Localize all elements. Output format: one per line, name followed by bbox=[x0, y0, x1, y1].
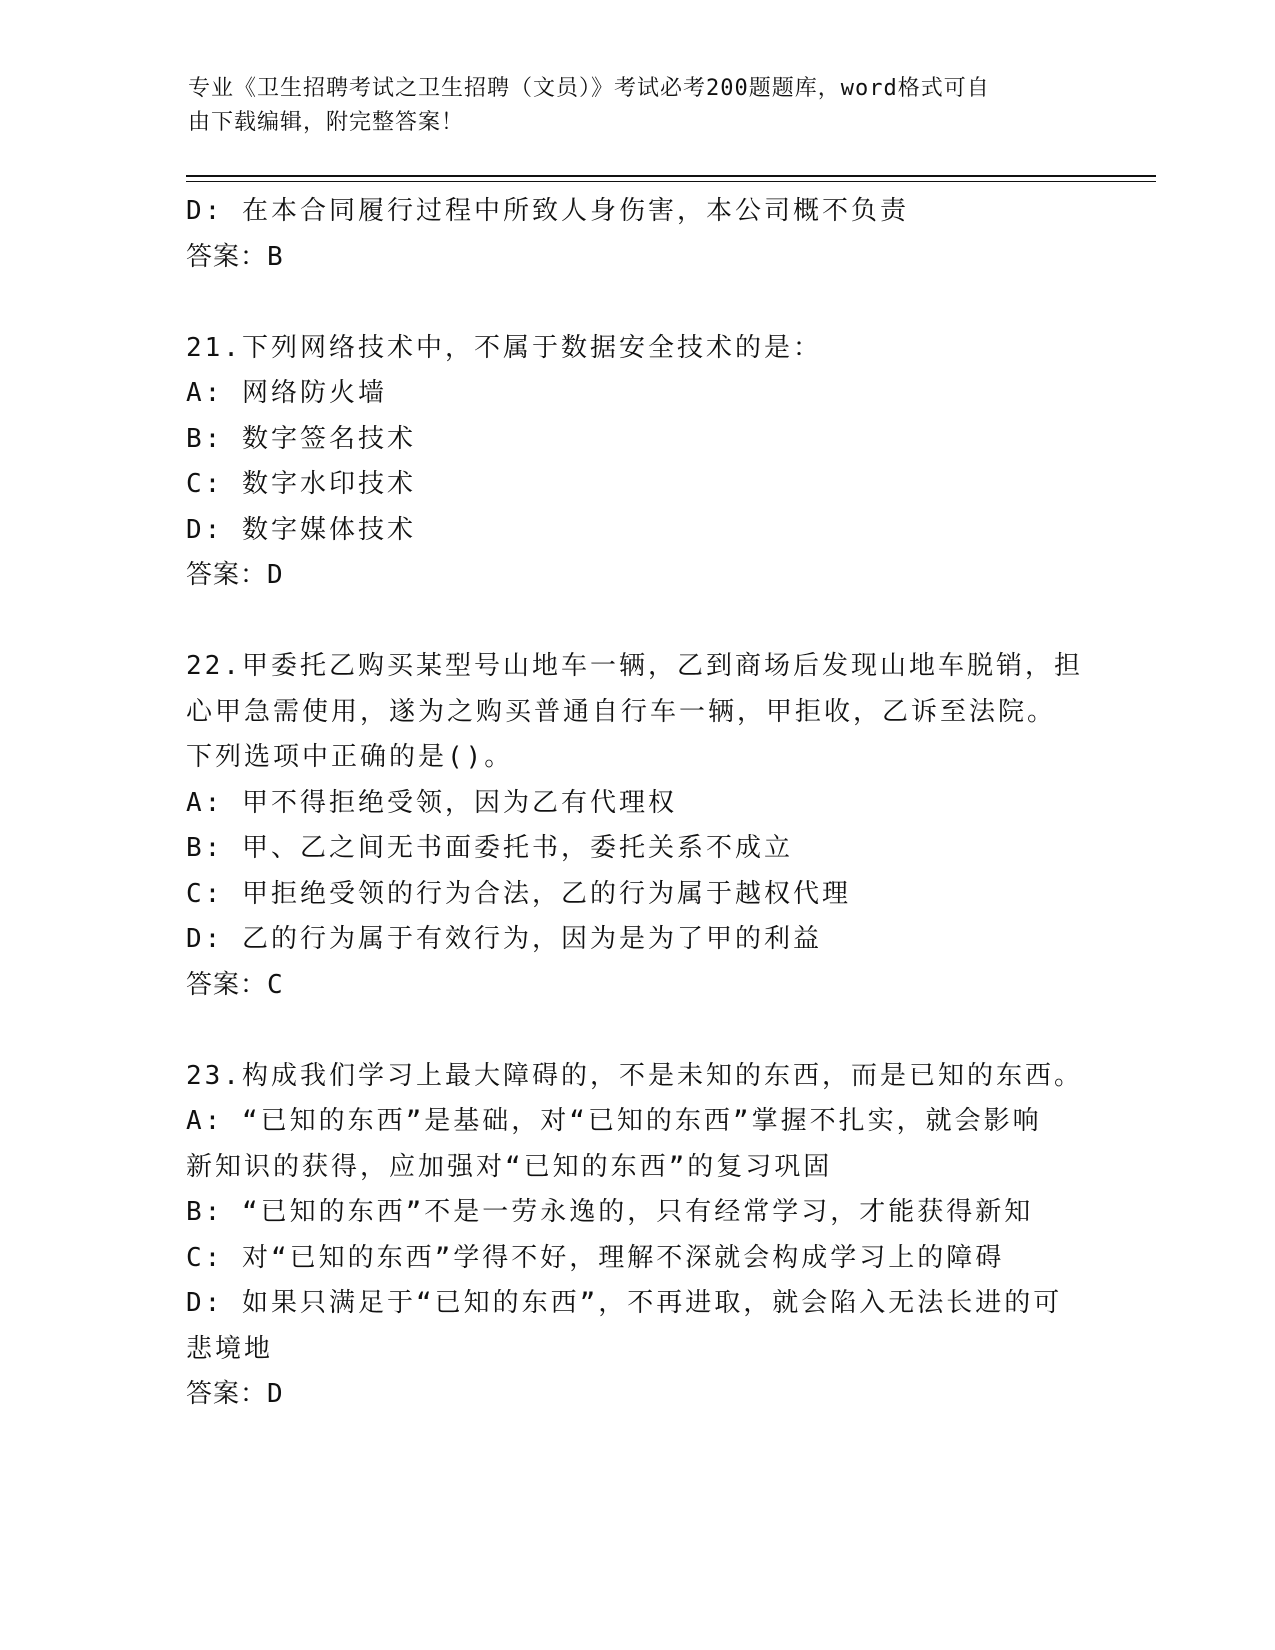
previous-question-tail bbox=[186, 189, 1106, 280]
page-header bbox=[188, 72, 1068, 140]
question-stem: 21.下列网络技术中，不属于数据安全技术的是： bbox=[186, 332, 822, 363]
question-22 bbox=[186, 644, 1106, 1008]
option-a: A: 甲不得拒绝受领，因为乙有代理权 bbox=[186, 787, 677, 818]
option-a-line-2: 新知识的获得，应加强对“已知的东西”的复习巩固 bbox=[186, 1151, 833, 1182]
option-d: D: 在本合同履行过程中所致人身伤害，本公司概不负责 bbox=[186, 196, 909, 226]
header-line-2: 由下载编辑，附完整答案！ bbox=[188, 110, 465, 135]
option-d-line-1: D: 如果只满足于“已知的东西”，不再进取，就会陷入无法长进的可 bbox=[186, 1288, 1063, 1318]
option-c: C: 对“已知的东西”学得不好，理解不深就会构成学习上的障碍 bbox=[186, 1242, 1005, 1273]
question-23 bbox=[186, 1054, 1106, 1418]
option-b: B: “已知的东西”不是一劳永逸的，只有经常学习，才能获得新知 bbox=[186, 1197, 1034, 1227]
option-d-line-2: 悲境地 bbox=[186, 1333, 274, 1364]
option-a: A: 网络防火墙 bbox=[186, 378, 387, 408]
option-d: D: 乙的行为属于有效行为，因为是为了甲的利益 bbox=[186, 924, 822, 954]
header-divider-thick bbox=[186, 175, 1156, 177]
answer-line: 答案：B bbox=[186, 241, 284, 272]
answer-line: 答案：D bbox=[186, 1379, 284, 1409]
header-divider-thin bbox=[186, 181, 1156, 182]
answer-line: 答案：C bbox=[186, 969, 284, 1000]
option-a-line-1: A: “已知的东西”是基础，对“已知的东西”掌握不扎实，就会影响 bbox=[186, 1106, 1042, 1136]
question-stem: 23.构成我们学习上最大障碍的，不是未知的东西，而是已知的东西。 bbox=[186, 1060, 1083, 1091]
option-b: B: 甲、乙之间无书面委托书，委托关系不成立 bbox=[186, 833, 793, 863]
option-c: C: 数字水印技术 bbox=[186, 469, 416, 499]
answer-line: 答案：D bbox=[186, 560, 284, 590]
question-stem-line-3: 下列选项中正确的是()。 bbox=[186, 742, 514, 772]
question-list bbox=[186, 189, 1106, 1418]
question-21 bbox=[186, 326, 1106, 599]
option-d: D: 数字媒体技术 bbox=[186, 514, 416, 545]
question-stem-line-1: 22.甲委托乙购买某型号山地车一辆，乙到商场后发现山地车脱销，担 bbox=[186, 651, 1083, 681]
question-stem-line-2: 心甲急需使用，遂为之购买普通自行车一辆，甲拒收，乙诉至法院。 bbox=[186, 696, 1057, 727]
header-line-1: 专业《卫生招聘考试之卫生招聘（文员）》考试必考200题题库，word格式可自 bbox=[188, 76, 990, 101]
option-b: B: 数字签名技术 bbox=[186, 423, 416, 454]
option-c: C: 甲拒绝受领的行为合法，乙的行为属于越权代理 bbox=[186, 878, 851, 909]
